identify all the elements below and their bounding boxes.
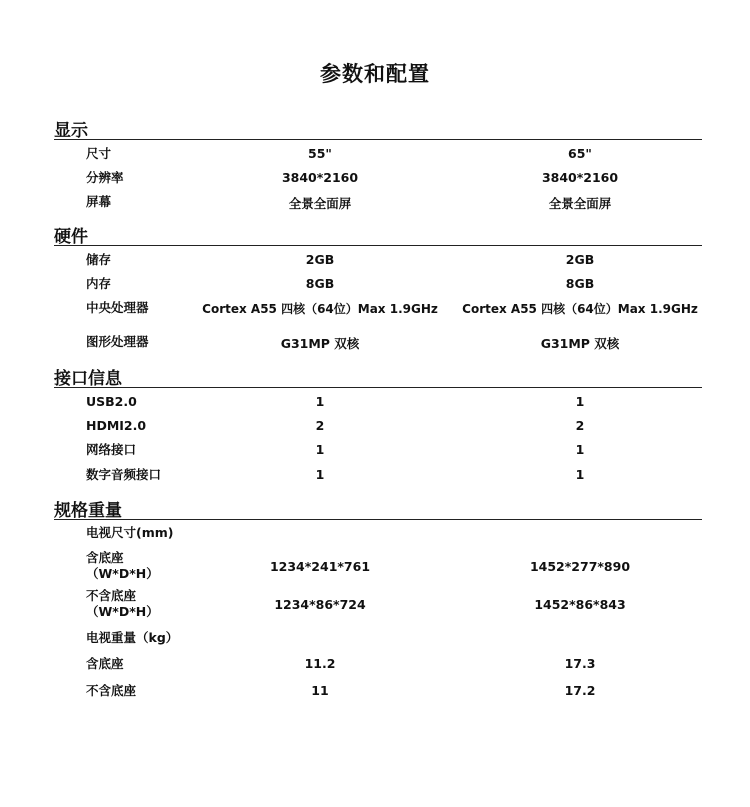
page-title: 参数和配置	[320, 62, 430, 86]
value-65-inch: 1452*86*843	[534, 597, 626, 612]
value-55-inch: 3840*2160	[281, 170, 359, 185]
row-label: 图形处理器	[86, 334, 149, 349]
table-row	[0, 656, 750, 676]
table-row	[0, 418, 750, 438]
value-65-inch: 1	[575, 467, 585, 482]
table-row	[0, 467, 750, 487]
value-65-inch: 8GB	[565, 276, 595, 291]
row-label: 电视重量（kg）	[86, 630, 179, 645]
value-65-inch: 1	[575, 442, 585, 457]
value-55-inch: 1	[315, 467, 325, 482]
table-row	[0, 146, 750, 166]
value-65-inch: 1452*277*890	[529, 559, 631, 574]
value-55-inch: 11.2	[304, 656, 336, 671]
value-65-inch: 3840*2160	[541, 170, 619, 185]
row-label: 中央处理器	[86, 300, 149, 315]
value-55-inch: Cortex A55 四核（64位）Max 1.9GHz	[202, 302, 438, 316]
row-label-line2: （W*D*H）	[86, 565, 159, 581]
value-65-inch: 17.3	[564, 656, 596, 671]
table-row	[0, 525, 750, 545]
value-55-inch: 8GB	[305, 276, 335, 291]
value-65-inch: 2	[575, 418, 585, 433]
table-row	[0, 550, 750, 584]
row-label: USB2.0	[86, 394, 137, 409]
table-row	[0, 276, 750, 296]
table-row	[0, 170, 750, 190]
section-heading-ports: 接口信息	[54, 369, 122, 389]
value-55-inch: 2GB	[305, 252, 335, 267]
table-row	[0, 630, 750, 650]
row-label-line1: 含底座	[86, 550, 124, 565]
value-65-inch: 17.2	[564, 683, 596, 698]
value-65-inch: Cortex A55 四核（64位）Max 1.9GHz	[462, 302, 698, 316]
table-row	[0, 194, 750, 214]
row-label: 储存	[86, 252, 112, 267]
section-divider	[54, 387, 702, 388]
section-divider	[54, 245, 702, 246]
value-65-inch: 全景全面屏	[548, 196, 612, 211]
table-row	[0, 300, 750, 320]
table-row	[0, 394, 750, 414]
value-55-inch: 全景全面屏	[288, 196, 352, 211]
row-label: 网络接口	[86, 442, 137, 457]
table-row	[0, 588, 750, 622]
row-label: 屏幕	[86, 194, 112, 209]
table-row	[0, 334, 750, 354]
value-65-inch: 65"	[568, 146, 592, 161]
row-label-line2: （W*D*H）	[86, 603, 159, 619]
table-row	[0, 683, 750, 703]
row-label: 内存	[86, 276, 112, 291]
value-65-inch: 2GB	[565, 252, 595, 267]
section-heading-specs: 规格重量	[54, 501, 122, 521]
table-row	[0, 252, 750, 272]
section-divider	[54, 139, 702, 140]
value-55-inch: 1	[315, 442, 325, 457]
value-65-inch: 1	[575, 394, 585, 409]
section-heading-hardware: 硬件	[54, 227, 88, 247]
section-heading-display: 显示	[54, 121, 88, 141]
row-label: 电视尺寸(mm)	[86, 525, 174, 540]
row-label: 分辨率	[86, 170, 124, 185]
value-55-inch: 55"	[308, 146, 332, 161]
row-label: 数字音频接口	[86, 467, 162, 482]
row-label	[86, 588, 159, 619]
value-55-inch: 1234*86*724	[274, 597, 366, 612]
value-55-inch: 1234*241*761	[269, 559, 371, 574]
value-55-inch: 11	[311, 683, 329, 698]
row-label: 含底座	[86, 656, 124, 671]
value-55-inch: 2	[315, 418, 325, 433]
table-row	[0, 442, 750, 462]
value-55-inch: 1	[315, 394, 325, 409]
row-label: 不含底座	[86, 683, 137, 698]
row-label: HDMI2.0	[86, 418, 147, 433]
value-65-inch: G31MP 双核	[540, 336, 620, 351]
row-label: 尺寸	[86, 146, 112, 161]
value-55-inch: G31MP 双核	[280, 336, 360, 351]
row-label	[86, 550, 159, 581]
row-label-line1: 不含底座	[86, 588, 137, 603]
section-divider	[54, 519, 702, 520]
